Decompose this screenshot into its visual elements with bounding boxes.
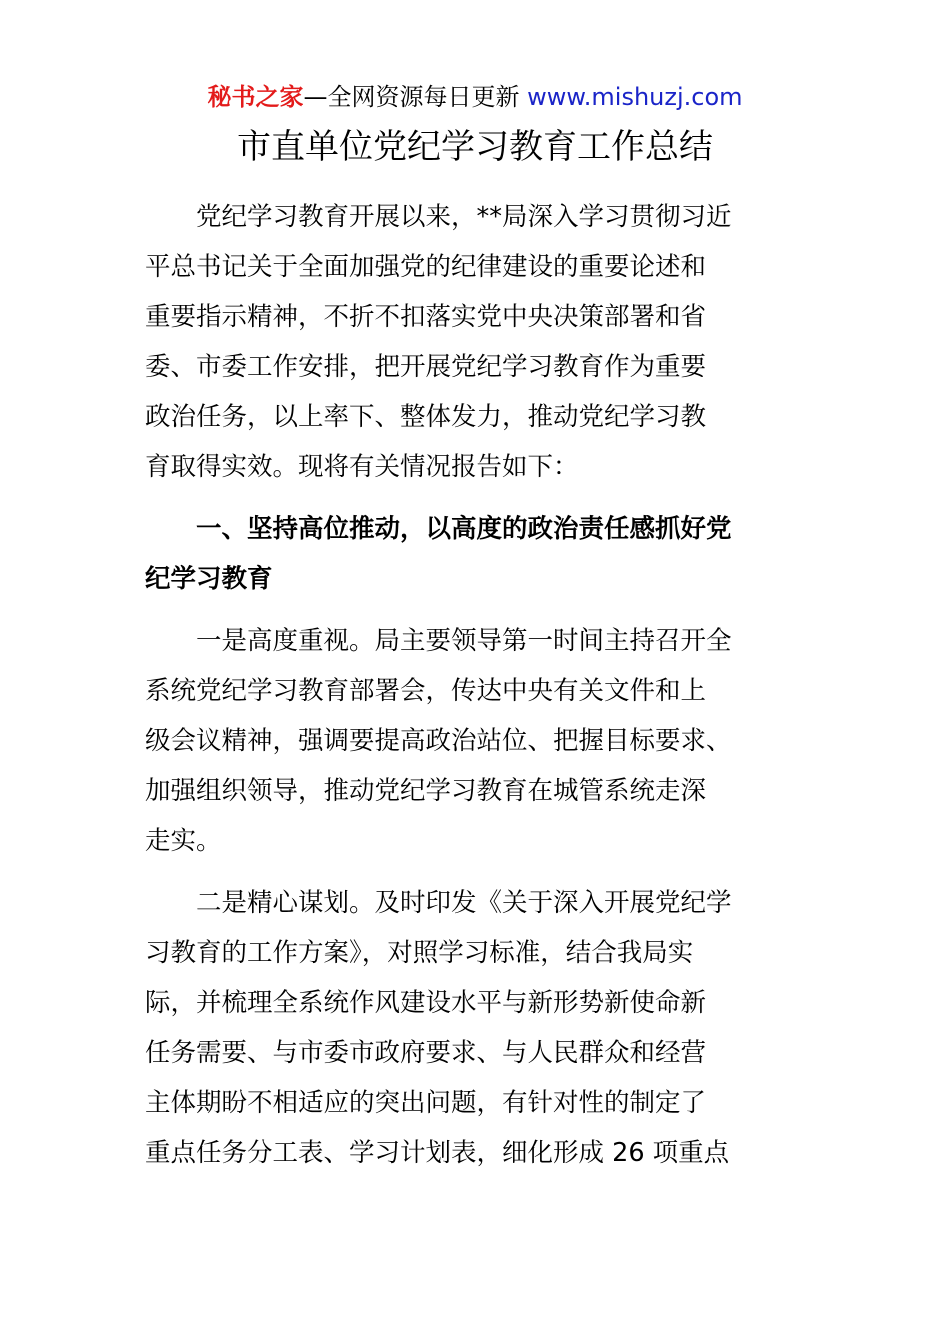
- paragraph-line: 走实。: [145, 826, 222, 856]
- site-brand: 秘书之家: [207, 83, 304, 111]
- paragraph-line: 任务需要、与市委市政府要求、与人民群众和经营: [145, 1038, 707, 1068]
- site-url-link[interactable]: www.mishuzj.com: [527, 83, 743, 111]
- paragraph-line: 重点任务分工表、学习计划表，细化形成 26 项重点: [145, 1138, 730, 1168]
- paragraph-line: 政治任务，以上率下、整体发力，推动党纪学习教: [145, 402, 707, 432]
- document-title: 市直单位党纪学习教育工作总结: [237, 127, 713, 167]
- paragraph-line: 一是高度重视。局主要领导第一时间主持召开全: [145, 626, 732, 656]
- paragraph-line: 主体期盼不相适应的突出问题，有针对性的制定了: [145, 1088, 707, 1118]
- paragraph-line: 际，并梳理全系统作风建设水平与新形势新使命新: [145, 988, 707, 1018]
- heading-line: 一、坚持高位推动，以高度的政治责任感抓好党: [145, 514, 732, 544]
- paragraph-line: 系统党纪学习教育部署会，传达中央有关文件和上: [145, 676, 707, 706]
- paragraph-line: 二是精心谋划。及时印发《关于深入开展党纪学: [145, 888, 732, 918]
- heading-line: 纪学习教育: [145, 564, 273, 594]
- paragraph-line: 平总书记关于全面加强党的纪律建设的重要论述和: [145, 252, 707, 282]
- paragraph-line: 重要指示精神，不折不扣落实党中央决策部署和省: [145, 302, 707, 332]
- point-two-paragraph: [145, 878, 745, 1178]
- document-body: [145, 192, 745, 1178]
- paragraph-line: 育取得实效。现将有关情况报告如下：: [145, 452, 579, 482]
- site-header: [0, 80, 950, 114]
- section-heading: [145, 504, 745, 604]
- paragraph-line: 级会议精神，强调要提高政治站位、把握目标要求、: [145, 726, 732, 756]
- paragraph-line: 党纪学习教育开展以来，**局深入学习贯彻习近: [145, 202, 732, 232]
- intro-paragraph: [145, 192, 745, 492]
- paragraph-line: 习教育的工作方案》，对照学习标准，结合我局实: [145, 938, 694, 968]
- paragraph-line: 加强组织领导，推动党纪学习教育在城管系统走深: [145, 776, 707, 806]
- point-one-paragraph: [145, 616, 745, 866]
- paragraph-line: 委、市委工作安排，把开展党纪学习教育作为重要: [145, 352, 707, 382]
- site-tagline: —全网资源每日更新: [303, 83, 520, 111]
